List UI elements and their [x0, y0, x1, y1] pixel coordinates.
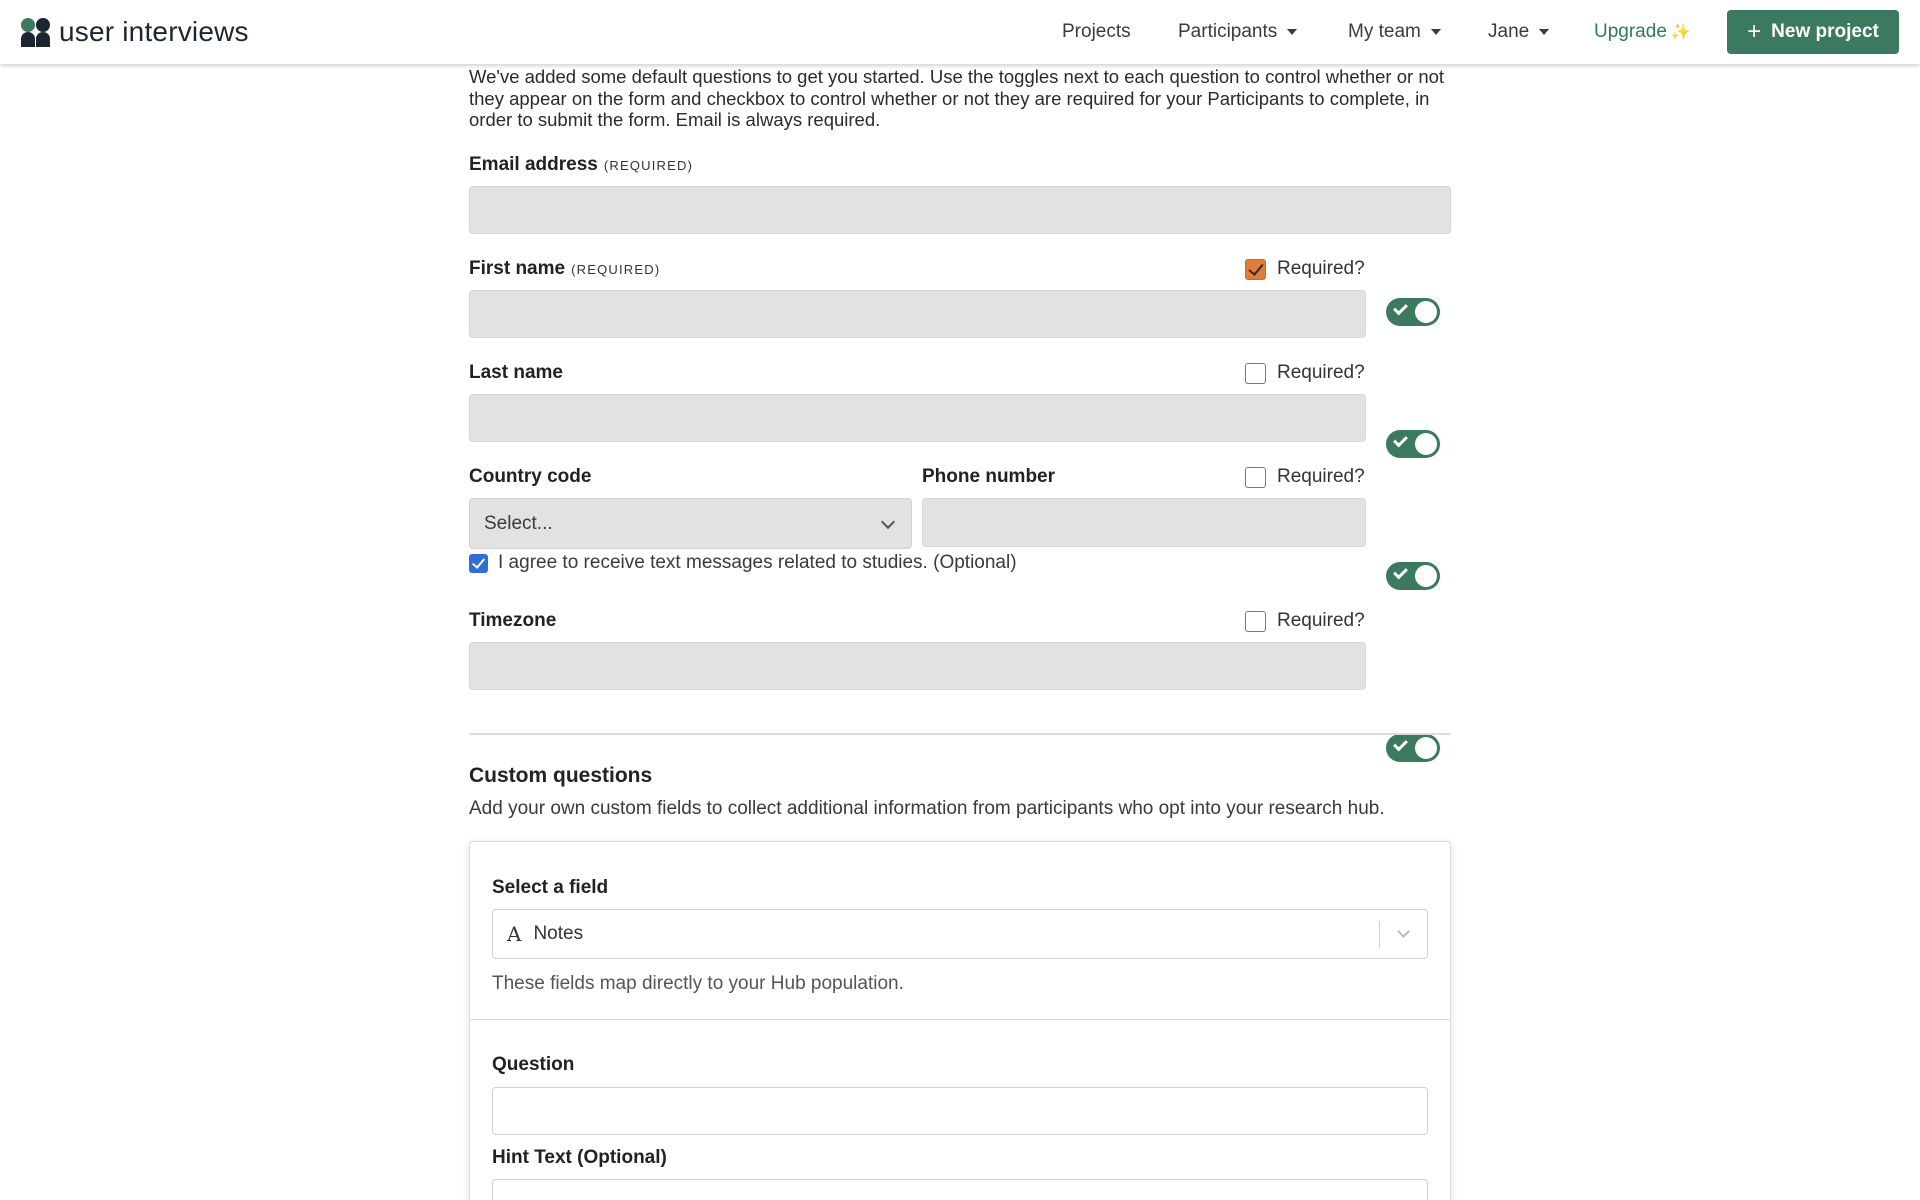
- check-icon: [1393, 433, 1408, 448]
- nav-user-label: Jane: [1488, 21, 1530, 42]
- select-field-label: Select a field: [492, 877, 609, 898]
- field-select-value: Notes: [533, 923, 584, 944]
- chevron-down-icon: [1397, 925, 1410, 938]
- chevron-down-icon: [881, 515, 895, 529]
- sms-consent-checkbox[interactable]: [469, 552, 1017, 574]
- nav-participants[interactable]: [1178, 0, 1297, 64]
- select-separator: [1379, 921, 1380, 948]
- checkbox-icon: [1245, 363, 1266, 384]
- timezone-field[interactable]: [469, 642, 1366, 690]
- nav-my-team[interactable]: [1348, 0, 1441, 64]
- nav-my-team-label: My team: [1348, 21, 1421, 42]
- card-divider: [470, 1019, 1450, 1020]
- toggle-knob: [1415, 433, 1437, 455]
- email-field[interactable]: [469, 186, 1451, 234]
- text-field-icon: A: [507, 922, 522, 946]
- timezone-toggle[interactable]: [1386, 734, 1440, 762]
- logo-text: user interviews: [59, 16, 249, 47]
- first-name-label: [469, 258, 660, 280]
- sparkle-icon: ✨: [1670, 24, 1691, 41]
- hint-text-input[interactable]: [492, 1179, 1428, 1200]
- email-label-text: Email address: [469, 154, 598, 175]
- logo-icon: [20, 17, 51, 47]
- last-name-required-checkbox[interactable]: [1245, 362, 1365, 384]
- first-name-field[interactable]: [469, 290, 1366, 338]
- top-nav: [0, 0, 1920, 64]
- checkbox-icon: [1245, 467, 1266, 488]
- nav-participants-label: Participants: [1178, 21, 1278, 42]
- nav-user-menu[interactable]: [1488, 0, 1549, 64]
- phone-required-checkbox[interactable]: [1245, 466, 1365, 488]
- custom-questions-subtitle: Add your own custom fields to collect additional information from participants who opt into your research hub.: [469, 798, 1385, 819]
- required-label: Required?: [1277, 610, 1365, 631]
- toggle-knob: [1415, 301, 1437, 323]
- checkbox-checked-icon: [1245, 259, 1266, 280]
- nav-projects-label: Projects: [1062, 21, 1131, 42]
- email-label: [469, 154, 693, 176]
- checkbox-checked-icon: [469, 554, 488, 573]
- nav-upgrade[interactable]: [1594, 0, 1691, 64]
- first-name-label-text: First name: [469, 258, 566, 279]
- required-label: Required?: [1277, 258, 1365, 279]
- timezone-label: Timezone: [469, 610, 557, 631]
- check-icon: [1393, 301, 1408, 316]
- nav-projects[interactable]: [1062, 0, 1131, 64]
- required-label: Required?: [1277, 362, 1365, 383]
- check-icon: [1393, 565, 1408, 580]
- hint-text-label: Hint Text (Optional): [492, 1147, 667, 1168]
- toggle-knob: [1415, 737, 1437, 759]
- nav-upgrade-label: Upgrade: [1594, 21, 1667, 42]
- check-icon: [1393, 737, 1408, 752]
- caret-down-icon: [1287, 29, 1297, 35]
- country-code-label: Country code: [469, 466, 592, 487]
- required-tag: (REQUIRED): [571, 262, 661, 277]
- toggle-knob: [1415, 565, 1437, 587]
- phone-toggle[interactable]: [1386, 562, 1440, 590]
- first-name-toggle[interactable]: [1386, 298, 1440, 326]
- section-divider: [469, 733, 1451, 735]
- required-label: Required?: [1277, 466, 1365, 487]
- sms-consent-label: I agree to receive text messages related to studies. (Optional): [498, 552, 1017, 573]
- intro-text: We've added some default questions to get you started. Use the toggles next to each question to control whether or not they appear on the form and checkbox to control whether or not they are required for your Participants to complete, in order to submit the form. Email is always required.: [469, 66, 1445, 130]
- country-code-select[interactable]: [469, 498, 912, 549]
- checkbox-icon: [1245, 611, 1266, 632]
- last-name-field[interactable]: [469, 394, 1366, 442]
- logo[interactable]: [20, 16, 249, 48]
- required-tag: (REQUIRED): [603, 158, 694, 173]
- last-name-label: Last name: [469, 362, 563, 383]
- question-input[interactable]: [492, 1087, 1428, 1135]
- phone-number-field[interactable]: [922, 498, 1366, 547]
- field-select-hint: These fields map directly to your Hub population.: [492, 973, 904, 994]
- field-select[interactable]: [492, 909, 1428, 959]
- question-label: Question: [492, 1054, 575, 1075]
- last-name-toggle[interactable]: [1386, 430, 1440, 458]
- plus-icon: +: [1747, 18, 1762, 45]
- caret-down-icon: [1431, 29, 1441, 35]
- new-project-label: New project: [1771, 21, 1879, 42]
- caret-down-icon: [1539, 29, 1549, 35]
- country-code-placeholder: Select...: [484, 512, 553, 534]
- new-project-button[interactable]: [1727, 10, 1899, 54]
- first-name-required-checkbox[interactable]: [1245, 258, 1365, 280]
- custom-questions-title: Custom questions: [469, 764, 653, 787]
- timezone-required-checkbox[interactable]: [1245, 610, 1365, 632]
- phone-number-label: Phone number: [922, 466, 1056, 487]
